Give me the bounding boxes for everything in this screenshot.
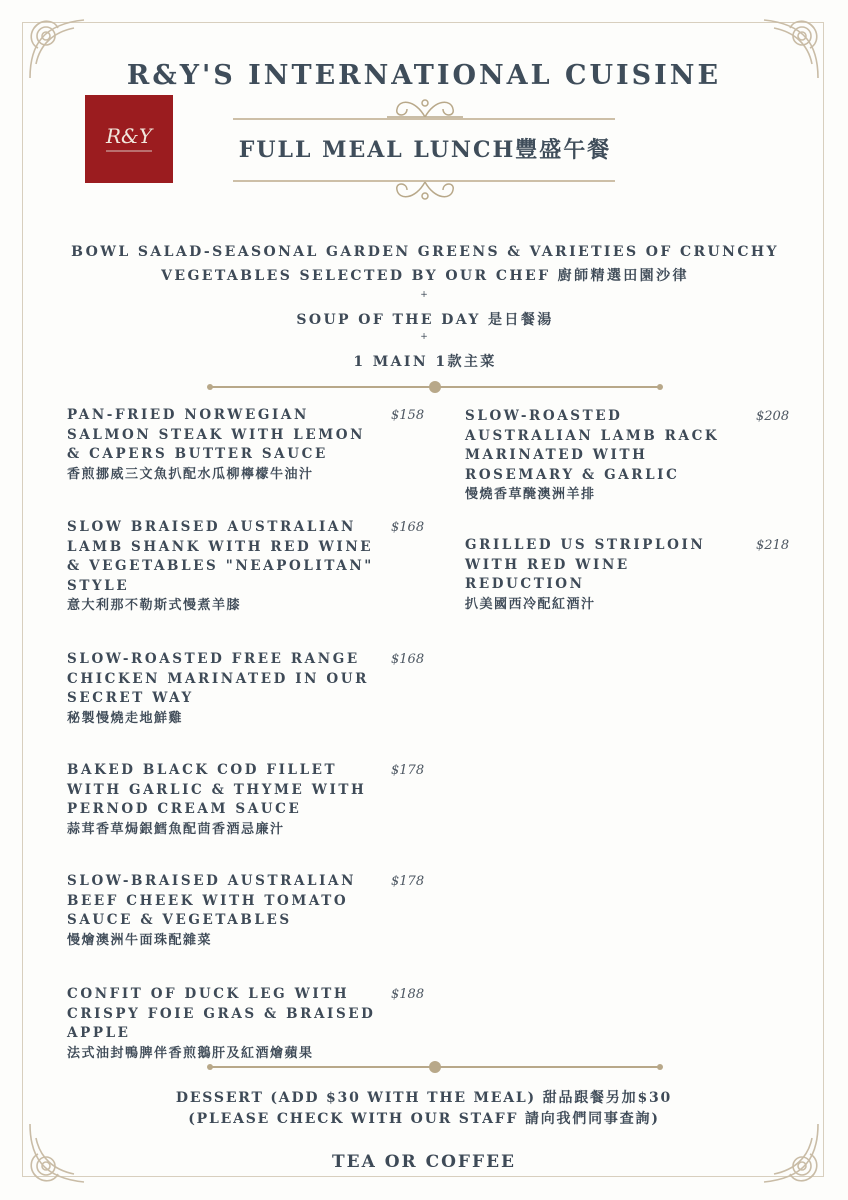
dish-name-line: WITH GARLIC & THYME WITH [67, 781, 367, 798]
dish-chinese-name: 慢燒香草醃澳洲羊排 [465, 487, 596, 502]
staff-note: (PLEASE CHECK WITH OUR STAFF 請向我們同事查詢) [188, 1111, 660, 1127]
menu-title: FULL MEAL LUNCH豐盛午餐 [238, 137, 612, 163]
dish-name-line: WITH RED WINE [465, 556, 630, 573]
dish-price: $188 [391, 987, 425, 1002]
soup-line: SOUP OF THE DAY 是日餐湯 [296, 312, 554, 328]
dish-price: $158 [391, 408, 425, 423]
dish-name-line: CONFIT OF DUCK LEG WITH [67, 986, 350, 1002]
section-divider [210, 386, 660, 388]
dish-chinese-name: 扒美國西冷配紅酒汁 [465, 596, 596, 612]
scroll-ornament-icon [385, 178, 465, 204]
dish-name-line: PERNOD CREAM SAUCE [67, 801, 302, 817]
dish-name-line: AUSTRALIAN LAMB RACK [465, 427, 720, 444]
dish-name-line: PAN-FRIED NORWEGIAN [67, 407, 309, 423]
dish-name-line: BEEF CHEEK WITH TOMATO [67, 892, 349, 909]
plus-separator: + [420, 290, 428, 300]
dish-name-line: SECRET WAY [67, 690, 194, 706]
dessert-note: DESSERT (ADD $30 WITH THE MEAL) 甜品跟餐另加$30 [175, 1090, 673, 1106]
salad-line-2: VEGETABLES SELECTED BY OUR CHEF 廚師精選田園沙律 [161, 268, 689, 284]
dish-price: $168 [391, 652, 425, 667]
main-count-line: 1 MAIN 1款主菜 [353, 354, 497, 370]
logo-underline [106, 150, 152, 152]
dish-item [67, 650, 377, 728]
dish-name-line: LAMB SHANK WITH RED WINE [67, 538, 374, 555]
dish-name-line: REDUCTION [465, 576, 585, 592]
dish-chinese-name: 蒜茸香草焗銀鱈魚配茴香酒忌廉汁 [67, 821, 285, 837]
dish-name-line: SLOW-ROASTED [465, 408, 623, 424]
dish-name-line: & VEGETABLES "NEAPOLITAN" [67, 558, 374, 574]
dish-item [67, 761, 377, 839]
dish-item [67, 985, 387, 1063]
dish-name-line: SAUCE & VEGETABLES [67, 912, 292, 928]
dish-name-line: SLOW-BRAISED AUSTRALIAN [67, 873, 357, 889]
dish-chinese-name: 香煎挪威三文魚扒配水瓜柳檸檬牛油汁 [67, 466, 314, 482]
dish-chinese-name: 意大利那不勒斯式慢煮羊膝 [67, 598, 242, 613]
dish-name-line: GRILLED US STRIPLOIN [465, 537, 706, 553]
header-rule-top [233, 118, 615, 120]
dish-name-line: STYLE [67, 577, 130, 594]
restaurant-logo [85, 95, 173, 183]
dish-name-line: BAKED BLACK COD FILLET [67, 762, 338, 778]
dish-item [67, 518, 377, 615]
dish-name-line: CHICKEN MARINATED IN OUR [67, 670, 369, 687]
dish-name-line: SLOW BRAISED AUSTRALIAN [67, 519, 356, 535]
dish-item [67, 872, 377, 950]
dish-price: $208 [756, 409, 790, 424]
logo-monogram: R&Y [105, 124, 153, 148]
dish-chinese-name: 法式油封鴨脾伴香煎鵝肝及紅酒燴蘋果 [67, 1045, 314, 1061]
dish-price: $218 [756, 538, 790, 553]
dish-name-line: SALMON STEAK WITH LEMON [67, 426, 366, 443]
salad-line-1: BOWL SALAD-SEASONAL GARDEN GREENS & VARIETIES OF CRUNCHY [71, 244, 779, 260]
tea-or-coffee: TEA OR COFFEE [332, 1152, 516, 1172]
restaurant-name: R&Y'S INTERNATIONAL CUISINE [126, 60, 722, 91]
section-divider [210, 1066, 660, 1068]
dish-price: $168 [391, 520, 425, 535]
dish-price: $178 [391, 763, 425, 778]
dish-name-line: ROSEMARY & GARLIC [465, 466, 680, 483]
dish-name-line: APPLE [67, 1025, 131, 1041]
dish-price: $178 [391, 874, 425, 889]
dish-name-line: MARINATED WITH [465, 447, 648, 463]
dish-chinese-name: 慢燴澳洲牛面珠配雜菜 [67, 932, 213, 948]
dish-name-line: CRISPY FOIE GRAS & BRAISED [67, 1005, 376, 1022]
dish-name-line: SLOW-ROASTED FREE RANGE [67, 651, 360, 667]
dish-item [67, 406, 377, 484]
dish-item [465, 536, 745, 614]
plus-separator: + [420, 332, 428, 342]
dish-item [465, 407, 745, 504]
dish-name-line: & CAPERS BUTTER SAUCE [67, 446, 328, 462]
dish-chinese-name: 秘製慢燒走地鮮雞 [67, 710, 184, 726]
